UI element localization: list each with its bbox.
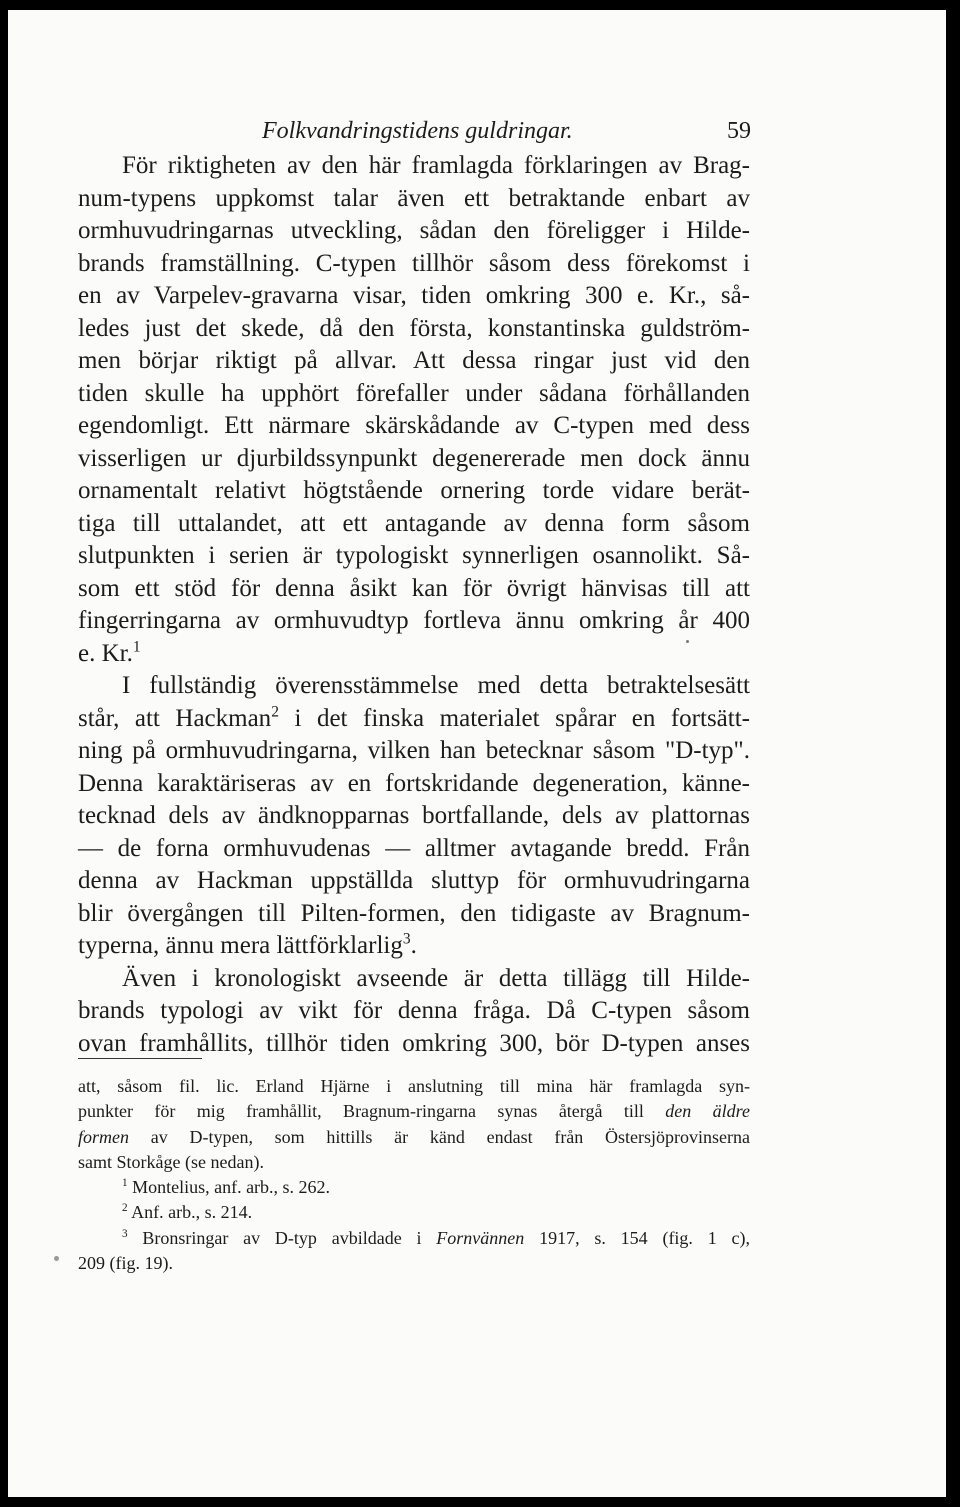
line-text: står, att Hackman <box>78 704 272 732</box>
text-line: denna av Hackman uppställda sluttyp för ormhuvudringarna <box>78 867 750 894</box>
text-line: egendomligt. Ett närmare skärskådande av C-typen med dess <box>78 412 750 439</box>
running-title: Folkvandringstidens guldringar. <box>262 118 573 144</box>
footnote-text: Bronsringar av D-typ avbildade i <box>142 1227 422 1248</box>
footnote-separator <box>78 1058 202 1059</box>
footnote-mark: 2 <box>122 1202 128 1215</box>
text-line: — de forna ormhuvudenas — alltmer avtagande bredd. Från <box>78 834 750 862</box>
text-line: brands typologi av vikt för denna fråga. Då C-typen såsom <box>78 997 750 1024</box>
document-page <box>8 10 946 1497</box>
text-line: ledes just det skede, då den första, konstantinska guldström- <box>78 314 750 342</box>
text-line: blir övergången till Pilten-formen, den tidigaste av Bragnum- <box>78 899 750 927</box>
page-number: 59 <box>727 118 751 144</box>
footnote-text: Anf. arb., s. 214. <box>131 1202 253 1223</box>
text-line: fingerringarna av ormhuvudtyp fortleva ännu omkring år 400 <box>78 607 750 634</box>
text-line: ovan framhållits, tillhör tiden omkring 300, bör D-typen anses <box>78 1029 750 1057</box>
text-line: tiga till uttalandet, att ett antagande av denna form såsom <box>78 509 750 537</box>
text-line: brands framställning. C-typen tillhör såsom dess förekomst i <box>78 249 750 277</box>
line-text: i det finska materialet spårar en fortsätt- <box>278 704 750 732</box>
footnote-text: Montelius, anf. arb., s. 262. <box>132 1177 331 1198</box>
print-speck <box>686 640 689 643</box>
text-line: Denna karaktäriseras av en fortskridande degeneration, känne- <box>78 769 750 797</box>
text-line: en av Varpelev-gravarna visar, tiden omkring 300 e. Kr., så- <box>78 282 750 309</box>
print-speck <box>54 1256 59 1261</box>
text-line <box>78 930 750 963</box>
text-line: som ett stöd för denna åsikt kan för övrigt hänvisas till att <box>78 574 750 602</box>
footnote-emphasis: formen <box>78 1126 129 1147</box>
footnote-2 <box>78 1200 750 1225</box>
footnote-line <box>78 1099 750 1124</box>
line-text: . <box>410 932 417 959</box>
body-text <box>78 150 750 1060</box>
text-line: ornamentalt relativt högtstående ornering torde vidare berät- <box>78 477 750 504</box>
text-line: I fullständig överensstämmelse med detta betraktelsesätt <box>122 672 750 699</box>
footnotes <box>78 1074 750 1276</box>
text-line: num-typens uppkomst talar även ett betraktande enbart av <box>78 184 750 212</box>
text-line: visserligen ur djurbildssynpunkt degenererade men dock ännu <box>78 444 750 472</box>
footnote-line: 209 (fig. 19). <box>78 1253 173 1274</box>
text-line: men börjar riktigt på allvar. Att dessa ringar just vid den <box>78 347 750 374</box>
footnote-mark: 3 <box>122 1227 128 1240</box>
footnote-line: samt Storkåge (se nedan). <box>78 1151 264 1172</box>
footnote-line <box>78 1125 750 1150</box>
text-line: För riktigheten av den här framlagda förklaringen av Brag- <box>122 152 750 179</box>
text-line: ormhuvudringarnas utveckling, sådan den föreligger i Hilde- <box>78 217 750 244</box>
footnote-mark: 1 <box>122 1177 128 1190</box>
text-line: Även i kronologiskt avseende är detta tillägg till Hilde- <box>122 964 750 992</box>
text-line <box>78 703 750 736</box>
footnote-emphasis: den äldre <box>665 1101 750 1122</box>
text-line <box>78 638 750 671</box>
text-line: tecknad dels av ändknopparnas bortfallande, dels av plattornas <box>78 802 750 829</box>
line-text: e. Kr. <box>78 639 133 667</box>
footnote-emphasis: Fornvännen <box>436 1227 525 1248</box>
text-line: slutpunkten i serien är typologiskt synnerligen osannolikt. Så- <box>78 542 750 569</box>
text-line: ning på ormhuvudringarna, vilken han betecknar såsom "D-typ". <box>78 737 750 764</box>
line-text: typerna, ännu mera lättförklarlig <box>78 932 403 959</box>
footnote-ref: 2 <box>271 703 279 721</box>
footnote-text: punkter för mig framhållit, Bragnum-ringarna synas återgå till <box>78 1101 644 1122</box>
footnote-text: av D-typen, som hittills är känd endast från Östersjöprovinserna <box>150 1126 750 1147</box>
text-line: tiden skulle ha upphört förefaller under sådana förhållanden <box>78 379 750 407</box>
footnote-ref: 1 <box>132 638 141 656</box>
page-header <box>8 114 946 148</box>
footnote-3 <box>78 1226 750 1251</box>
footnote-1 <box>78 1175 750 1200</box>
footnote-ref: 3 <box>402 930 411 948</box>
footnote-line: att, såsom fil. lic. Erland Hjärne i anslutning till mina här framlagda syn- <box>78 1076 750 1096</box>
footnote-text: 1917, s. 154 (fig. 1 c), <box>539 1227 751 1248</box>
